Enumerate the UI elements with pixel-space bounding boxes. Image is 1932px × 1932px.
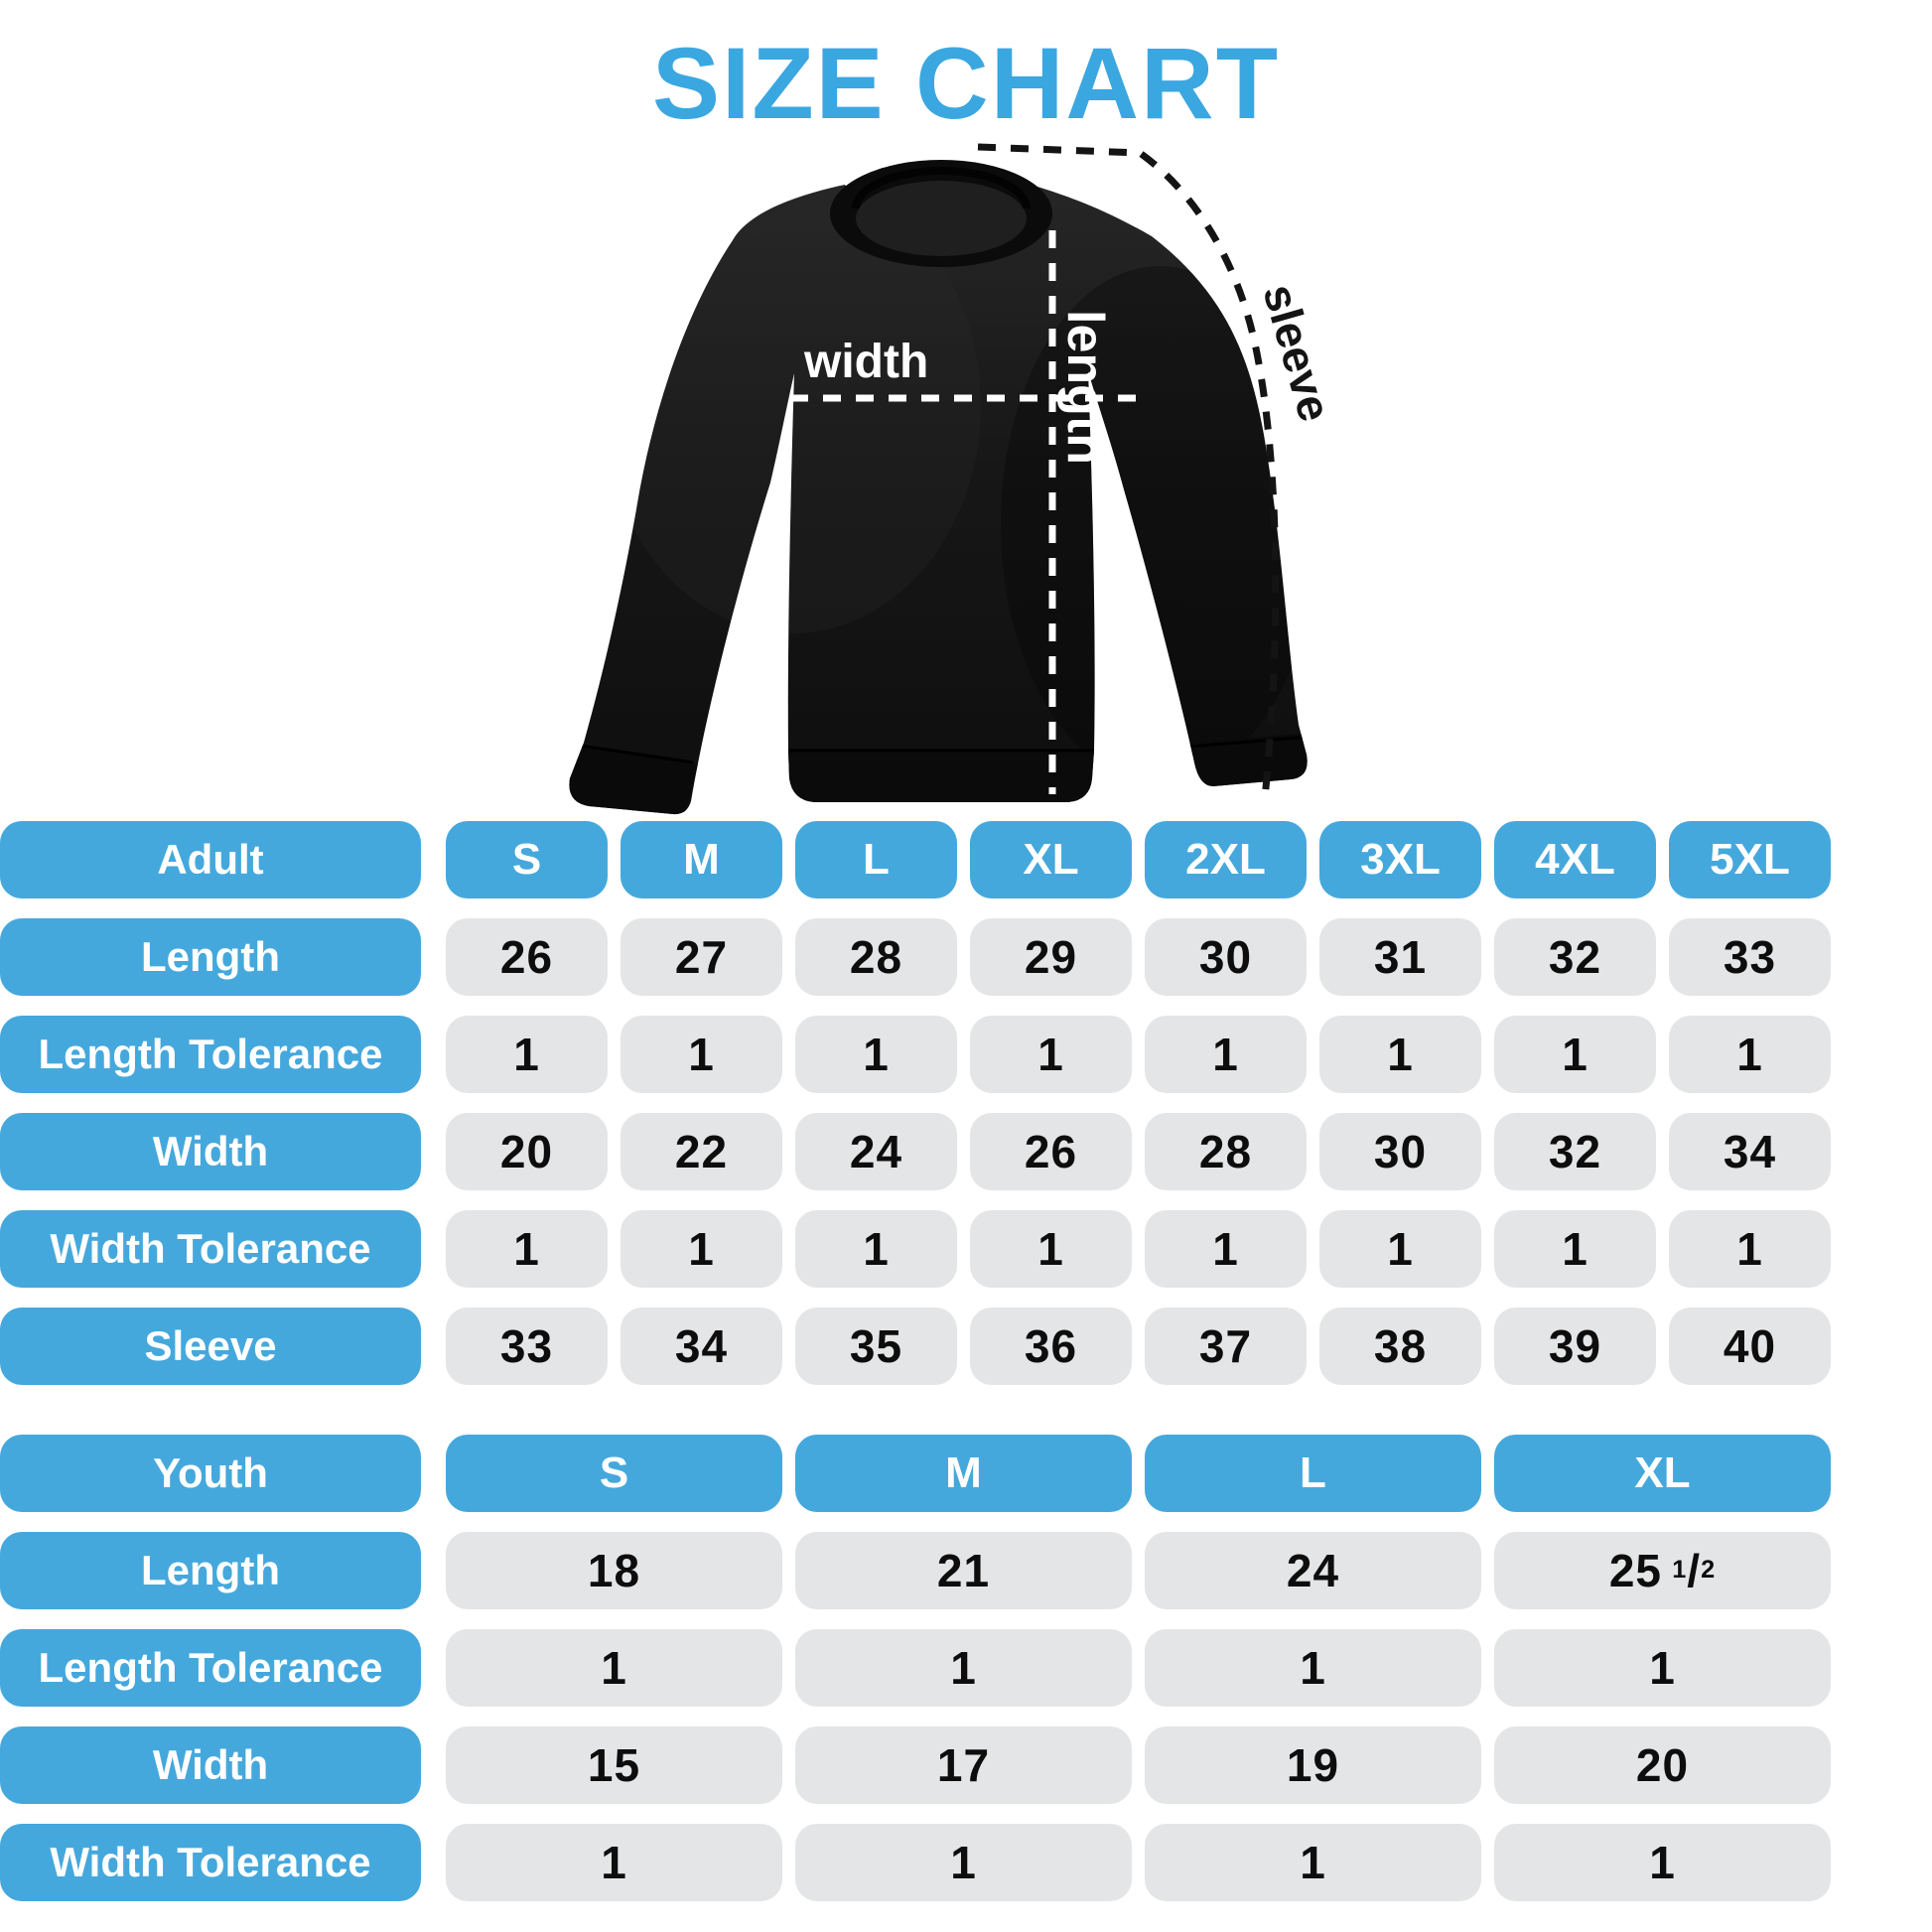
- adult-sleeve-2xl: 37: [1145, 1308, 1307, 1385]
- youth-length-tolerance-m: 1: [795, 1629, 1132, 1707]
- adult-length-5xl: 33: [1669, 918, 1831, 996]
- youth-width-tolerance-xl: 1: [1494, 1824, 1831, 1901]
- adult-length-tolerance-2xl: 1: [1145, 1016, 1307, 1093]
- page-title: SIZE CHART: [652, 27, 1280, 140]
- adult-row-label-width-tolerance: Width Tolerance: [0, 1210, 421, 1288]
- adult-size-table: [0, 821, 1831, 1385]
- adult-width-5xl: 34: [1669, 1113, 1831, 1190]
- adult-width-l: 24: [795, 1113, 957, 1190]
- youth-width-tolerance-m: 1: [795, 1824, 1132, 1901]
- sweatshirt-illustration: [544, 107, 1360, 826]
- adult-row-label-width: Width: [0, 1113, 421, 1190]
- adult-row-label-length: Length: [0, 918, 421, 996]
- adult-sleeve-xl: 36: [970, 1308, 1132, 1385]
- youth-length-m: 21: [795, 1532, 1132, 1609]
- adult-sleeve-4xl: 39: [1494, 1308, 1656, 1385]
- youth-width-s: 15: [446, 1726, 782, 1804]
- adult-sleeve-l: 35: [795, 1308, 957, 1385]
- adult-sleeve-3xl: 38: [1319, 1308, 1481, 1385]
- adult-length-tolerance-5xl: 1: [1669, 1016, 1831, 1093]
- youth-row-label-width-tolerance: Width Tolerance: [0, 1824, 421, 1901]
- adult-length-tolerance-3xl: 1: [1319, 1016, 1481, 1093]
- youth-length-tolerance-s: 1: [446, 1629, 782, 1707]
- adult-width-tolerance-s: 1: [446, 1210, 608, 1288]
- sweatshirt-body: [548, 160, 1318, 822]
- adult-sleeve-s: 33: [446, 1308, 608, 1385]
- youth-header-s: S: [446, 1435, 782, 1512]
- adult-width-tolerance-m: 1: [621, 1210, 782, 1288]
- adult-header-l: L: [795, 821, 957, 898]
- youth-length-tolerance-l: 1: [1145, 1629, 1481, 1707]
- adult-header-s: S: [446, 821, 608, 898]
- adult-width-s: 20: [446, 1113, 608, 1190]
- youth-width-l: 19: [1145, 1726, 1481, 1804]
- youth-row-label-width: Width: [0, 1726, 421, 1804]
- youth-row-label-length: Length: [0, 1532, 421, 1609]
- length-label: length: [1056, 310, 1114, 465]
- adult-width-4xl: 32: [1494, 1113, 1656, 1190]
- youth-row-label-length-tolerance: Length Tolerance: [0, 1629, 421, 1707]
- adult-width-2xl: 28: [1145, 1113, 1307, 1190]
- adult-width-tolerance-4xl: 1: [1494, 1210, 1656, 1288]
- adult-width-xl: 26: [970, 1113, 1132, 1190]
- youth-length-tolerance-xl: 1: [1494, 1629, 1831, 1707]
- youth-size-table: [0, 1435, 1831, 1901]
- youth-header-m: M: [795, 1435, 1132, 1512]
- adult-row-label-length-tolerance: Length Tolerance: [0, 1016, 421, 1093]
- youth-length-s: 18: [446, 1532, 782, 1609]
- youth-header-youth: Youth: [0, 1435, 421, 1512]
- adult-row-label-sleeve: Sleeve: [0, 1308, 421, 1385]
- adult-width-3xl: 30: [1319, 1113, 1481, 1190]
- adult-width-tolerance-l: 1: [795, 1210, 957, 1288]
- adult-sleeve-m: 34: [621, 1308, 782, 1385]
- adult-length-tolerance-l: 1: [795, 1016, 957, 1093]
- adult-length-tolerance-s: 1: [446, 1016, 608, 1093]
- sleeve-label: sleeve: [1253, 278, 1342, 428]
- adult-length-tolerance-m: 1: [621, 1016, 782, 1093]
- youth-length-l: 24: [1145, 1532, 1481, 1609]
- adult-length-4xl: 32: [1494, 918, 1656, 996]
- adult-width-tolerance-xl: 1: [970, 1210, 1132, 1288]
- adult-width-tolerance-3xl: 1: [1319, 1210, 1481, 1288]
- youth-width-tolerance-l: 1: [1145, 1824, 1481, 1901]
- adult-header-3xl: 3XL: [1319, 821, 1481, 898]
- adult-length-tolerance-4xl: 1: [1494, 1016, 1656, 1093]
- adult-header-xl: XL: [970, 821, 1132, 898]
- adult-header-2xl: 2XL: [1145, 821, 1307, 898]
- adult-length-l: 28: [795, 918, 957, 996]
- youth-header-l: L: [1145, 1435, 1481, 1512]
- youth-header-xl: XL: [1494, 1435, 1831, 1512]
- adult-length-m: 27: [621, 918, 782, 996]
- youth-width-xl: 20: [1494, 1726, 1831, 1804]
- adult-width-tolerance-2xl: 1: [1145, 1210, 1307, 1288]
- adult-length-2xl: 30: [1145, 918, 1307, 996]
- adult-width-tolerance-5xl: 1: [1669, 1210, 1831, 1288]
- adult-header-m: M: [621, 821, 782, 898]
- adult-header-4xl: 4XL: [1494, 821, 1656, 898]
- adult-width-m: 22: [621, 1113, 782, 1190]
- adult-header-adult: Adult: [0, 821, 421, 898]
- adult-length-xl: 29: [970, 918, 1132, 996]
- width-label: width: [804, 336, 929, 388]
- adult-length-s: 26: [446, 918, 608, 996]
- adult-length-tolerance-xl: 1: [970, 1016, 1132, 1093]
- youth-width-m: 17: [795, 1726, 1132, 1804]
- adult-sleeve-5xl: 40: [1669, 1308, 1831, 1385]
- adult-header-5xl: 5XL: [1669, 821, 1831, 898]
- youth-length-xl: 25 1 / 2: [1494, 1532, 1831, 1609]
- adult-length-3xl: 31: [1319, 918, 1481, 996]
- youth-width-tolerance-s: 1: [446, 1824, 782, 1901]
